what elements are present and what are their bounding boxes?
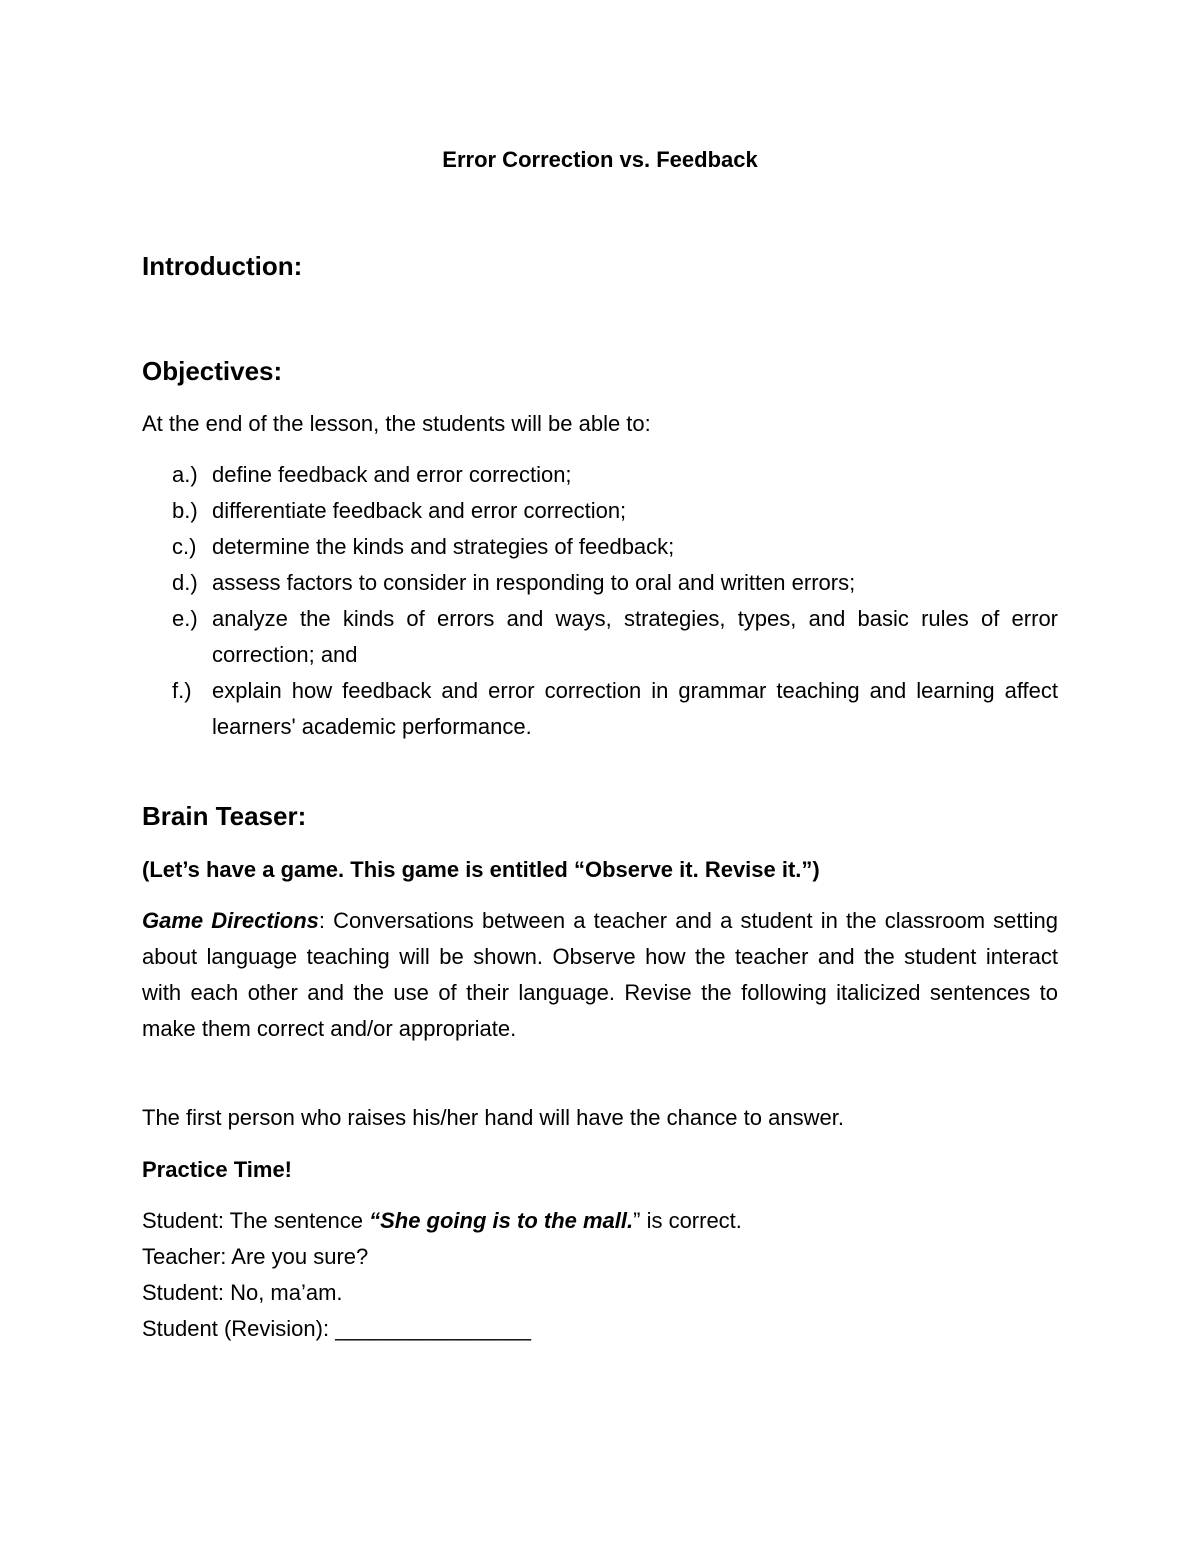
objective-marker: e.) bbox=[172, 606, 198, 631]
brain-teaser-heading: Brain Teaser: bbox=[142, 801, 307, 831]
objective-text: analyze the kinds of errors and ways, strategies, types, and basic rules of error correction; and bbox=[212, 606, 1058, 667]
directions-colon: : bbox=[318, 908, 326, 933]
game-directions bbox=[142, 903, 1058, 1047]
objective-text: determine the kinds and strategies of feedback; bbox=[212, 534, 675, 559]
directions-text: Conversations between a teacher and a student in the classroom setting about language teaching will be shown. Observe how the teacher and the student interact with each other and the use of their language. Revise the following italicized sentences to make them correct and/or appropriate. bbox=[142, 908, 1059, 1041]
dialogue-prefix: Student: The sentence bbox=[142, 1208, 370, 1233]
objective-marker: a.) bbox=[172, 462, 198, 487]
first-person-note: The first person who raises his/her hand will have the chance to answer. bbox=[142, 1105, 844, 1130]
objective-marker: b.) bbox=[172, 498, 198, 523]
objective-marker: d.) bbox=[172, 570, 198, 595]
document-title: Error Correction vs. Feedback bbox=[442, 147, 758, 172]
dialogue-line: Student: No, ma’am. bbox=[142, 1280, 343, 1305]
objective-text: explain how feedback and error correction in grammar teaching and learning affect learners' academic performance. bbox=[212, 678, 1058, 739]
game-intro: (Let’s have a game. This game is entitled “Observe it. Revise it.”) bbox=[142, 857, 820, 882]
objective-marker: c.) bbox=[172, 534, 197, 559]
objective-text: define feedback and error correction; bbox=[212, 462, 572, 487]
objective-marker: f.) bbox=[172, 678, 192, 703]
dialogue-revision-line: Student (Revision): ________________ bbox=[142, 1316, 531, 1341]
introduction-heading: Introduction: bbox=[142, 251, 303, 281]
objectives-intro: At the end of the lesson, the students will be able to: bbox=[142, 411, 651, 436]
objective-item bbox=[172, 529, 1058, 565]
objective-item bbox=[172, 601, 1058, 673]
objective-item bbox=[172, 673, 1058, 745]
dialogue-suffix: ” is correct. bbox=[633, 1208, 742, 1233]
dialogue-quoted-sentence: “She going is to the mall. bbox=[369, 1208, 634, 1233]
objectives-heading: Objectives: bbox=[142, 356, 283, 386]
objective-item bbox=[172, 565, 1058, 601]
objective-item bbox=[172, 493, 1058, 529]
objective-text: assess factors to consider in responding to oral and written errors; bbox=[212, 570, 856, 595]
objectives-list bbox=[172, 457, 1058, 745]
dialogue-line bbox=[142, 1203, 742, 1239]
objective-item bbox=[172, 457, 1058, 493]
objective-text: differentiate feedback and error correction; bbox=[212, 498, 627, 523]
practice-dialogue bbox=[142, 1203, 742, 1347]
directions-label: Game Directions bbox=[142, 908, 319, 933]
practice-heading: Practice Time! bbox=[142, 1157, 293, 1182]
dialogue-line: Teacher: Are you sure? bbox=[142, 1244, 369, 1269]
